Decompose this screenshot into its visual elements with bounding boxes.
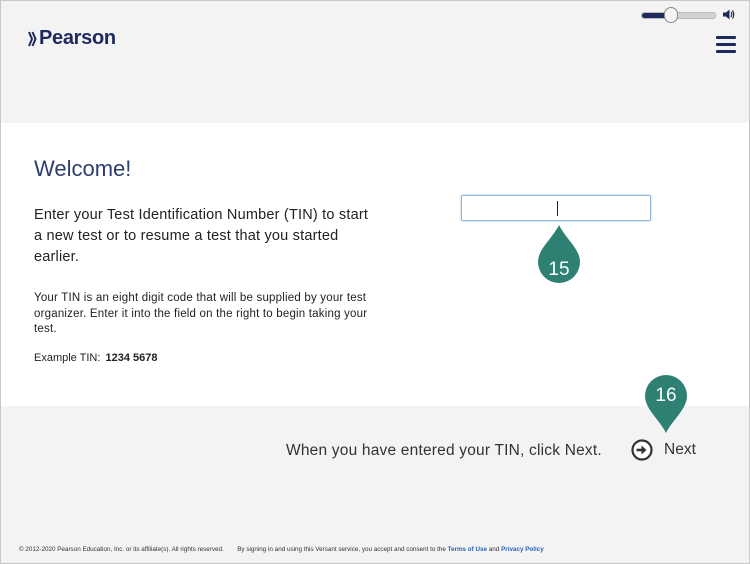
pearson-logo	[28, 27, 116, 50]
legal-footer	[19, 546, 544, 553]
tin-info-text: Your TIN is an eight digit code that will be supplied by your test organizer. Enter it into the field on the right to begin taking your test.	[34, 292, 368, 335]
menu-bar	[716, 50, 736, 53]
menu-bar	[716, 43, 736, 46]
next-button[interactable]	[631, 439, 696, 461]
next-button-label[interactable]: Next	[664, 441, 696, 458]
instructions-text: Enter your Test Identification Number (TIN) to start a new test or to resume a test that you started earlier.	[34, 207, 369, 265]
next-hint-text: When you have entered your TIN, click Next.	[286, 442, 602, 459]
speaker-icon[interactable]	[723, 9, 735, 20]
menu-bar	[716, 36, 736, 39]
pearson-logo-icon	[28, 31, 37, 47]
text-caret	[557, 201, 558, 216]
example-tin-label: Example TIN:	[34, 352, 101, 364]
callout-number: 16	[655, 385, 677, 406]
main-panel	[1, 123, 749, 406]
callout-15	[536, 225, 582, 285]
callout-number: 15	[548, 259, 570, 280]
volume-slider-track[interactable]	[641, 12, 716, 19]
logo-text: Pearson	[39, 27, 116, 49]
tin-input-wrapper[interactable]	[461, 195, 651, 221]
terms-of-use-link[interactable]: Terms of Use	[447, 546, 488, 553]
tin-input[interactable]	[462, 196, 650, 220]
circle-arrow-right-icon[interactable]	[631, 439, 653, 461]
example-tin	[34, 352, 158, 364]
consent-text: By signing in and using this Versant service, you accept and consent to the	[237, 546, 446, 553]
example-tin-value: 1234 5678	[105, 352, 158, 364]
copyright-text: © 2012-2020 Pearson Education, Inc. or its affiliate(s). All rights reserved.	[19, 546, 224, 553]
hamburger-menu-icon[interactable]	[716, 36, 736, 54]
header	[1, 1, 749, 123]
footer	[1, 385, 749, 563]
page-title: Welcome!	[34, 156, 132, 181]
volume-control[interactable]	[641, 7, 741, 23]
privacy-policy-link[interactable]: Privacy Policy	[501, 546, 544, 553]
and-text: and	[488, 546, 500, 553]
callout-16	[643, 373, 689, 433]
volume-slider-handle[interactable]	[664, 7, 678, 23]
